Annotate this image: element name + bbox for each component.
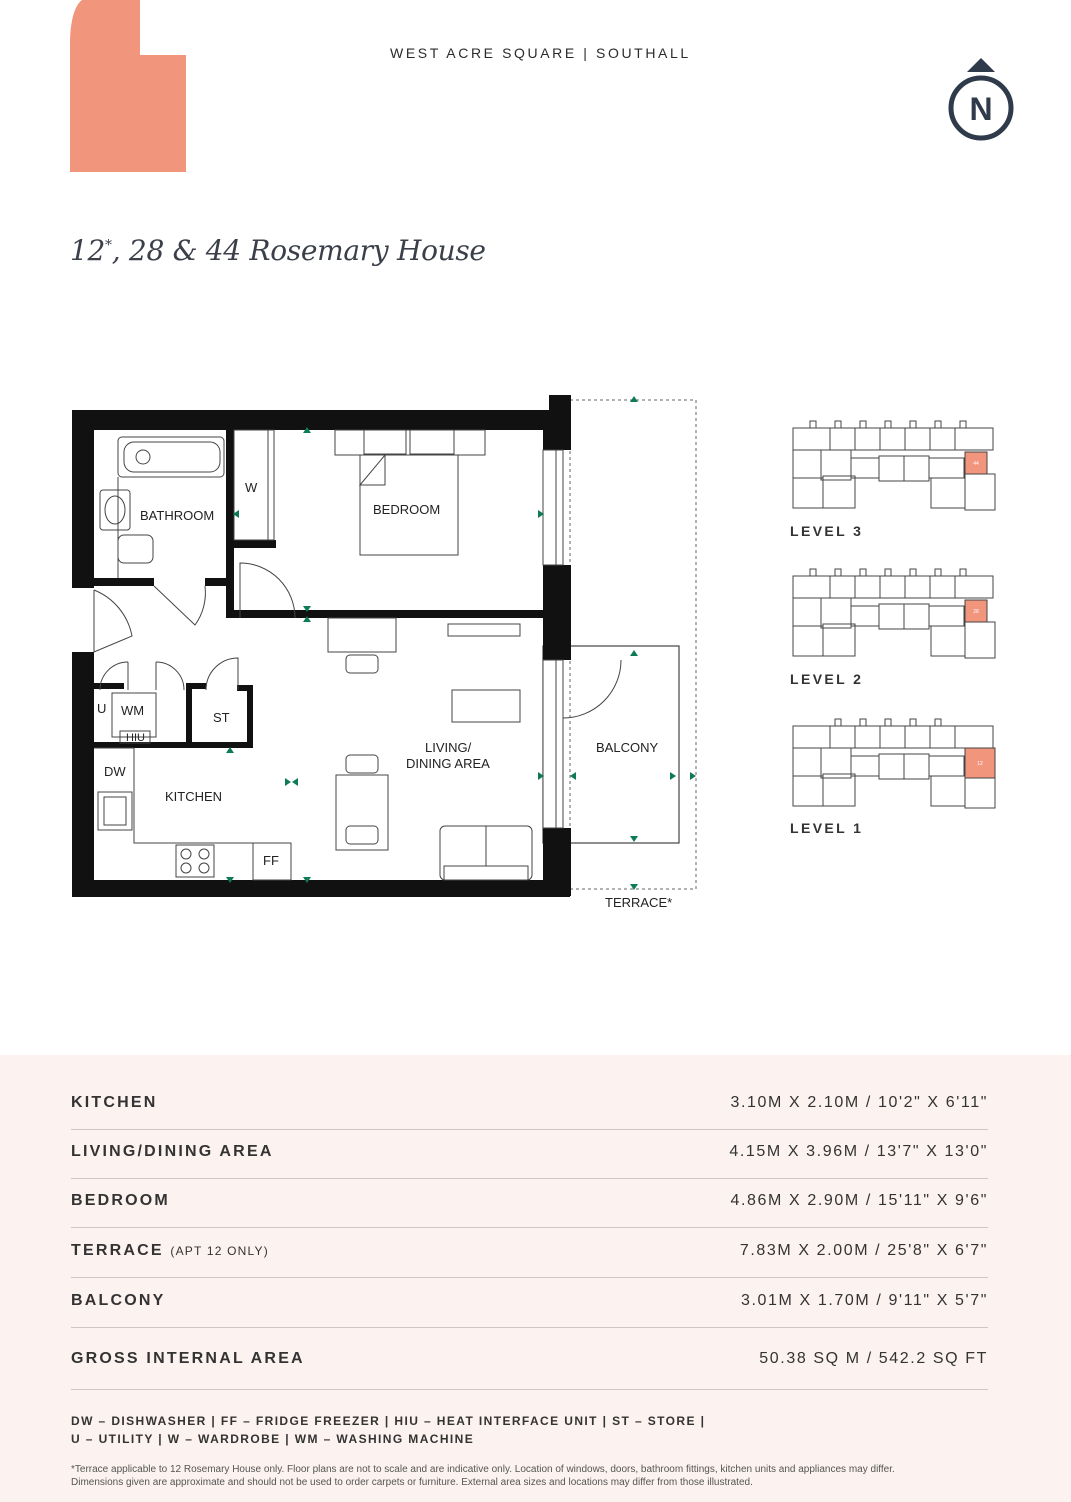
keyplan-unit-12: 12 [977, 761, 983, 767]
disclaimer [71, 1463, 1011, 1489]
apartment-title: 12*, 28 & 44 Rosemary House [70, 234, 486, 267]
dimension-label: LIVING/DINING AREA [71, 1143, 274, 1160]
dimension-row-terrace [71, 1228, 988, 1278]
dimension-value: 4.15M X 3.96M / 13'7" X 13'0" [729, 1143, 988, 1160]
dimension-value: 50.38 SQ M / 542.2 SQ FT [759, 1350, 988, 1367]
keyplan-unit-28: 28 [973, 609, 979, 615]
room-label-utility: U [97, 701, 107, 716]
key-line-1: DW – DISHWASHER | FF – FRIDGE FREEZER | HIU – HEAT INTERFACE UNIT | ST – STORE | [71, 1414, 706, 1428]
floor-plan [60, 385, 720, 925]
room-label-bathroom: BATHROOM [140, 508, 215, 523]
room-label-wm: WM [121, 703, 145, 718]
dimension-label: GROSS INTERNAL AREA [71, 1350, 305, 1367]
dimension-label: BALCONY [71, 1292, 166, 1309]
level-label-2: LEVEL 2 [790, 671, 864, 687]
dimension-label: TERRACE (APT 12 ONLY) [71, 1242, 269, 1259]
level-label-1: LEVEL 1 [790, 820, 864, 836]
room-label-ff: FF [263, 853, 279, 868]
disclaimer-line-2: Dimensions given are approximate and should not be used to order carpets or furniture. External area sizes and locations may differ from those illustrated. [71, 1477, 753, 1488]
room-label-terrace: TERRACE* [605, 895, 673, 910]
room-label-store: ST [213, 710, 230, 725]
room-label-kitchen: KITCHEN [165, 789, 223, 804]
keyplan-level-2 [785, 566, 1000, 662]
dimension-value: 3.01M X 1.70M / 9'11" X 5'7" [741, 1292, 988, 1309]
dimension-row-bedroom [71, 1178, 988, 1228]
dimension-row-living [71, 1129, 988, 1179]
room-label-hiu: HIU [126, 732, 145, 744]
room-label-balcony: BALCONY [596, 740, 659, 755]
level-label-3: LEVEL 3 [790, 523, 864, 539]
key-line-2: U – UTILITY | W – WARDROBE | WM – WASHING MACHINE [71, 1432, 475, 1446]
room-label-living-1: LIVING/ [425, 740, 472, 755]
room-label-living-2: DINING AREA [406, 756, 490, 771]
keyplan-unit-44: 44 [973, 461, 979, 467]
development-title: WEST ACRE SQUARE | SOUTHALL [390, 45, 691, 61]
dimension-value: 4.86M X 2.90M / 15'11" X 9'6" [730, 1192, 988, 1209]
keyplan-level-1 [785, 716, 1000, 812]
room-label-dw: DW [104, 764, 126, 779]
room-label-bedroom: BEDROOM [373, 502, 441, 517]
disclaimer-line-1: *Terrace applicable to 12 Rosemary House only. Floor plans are not to scale and are indicative only. Location of windows, doors, bathroom fittings, kitchen units and appliances may differ. [71, 1464, 895, 1475]
compass-icon [945, 56, 1017, 144]
abbreviation-key [71, 1412, 971, 1448]
keyplan-level-3 [785, 418, 1000, 514]
dimension-value: 3.10M X 2.10M / 10'2" X 6'11" [730, 1094, 988, 1111]
dimension-row-kitchen [71, 1080, 988, 1130]
dimension-value: 7.83M X 2.00M / 25'8" X 6'7" [739, 1242, 988, 1259]
compass-letter: N [969, 91, 993, 127]
dimension-label: KITCHEN [71, 1094, 158, 1111]
dimension-label: BEDROOM [71, 1192, 170, 1209]
dimension-row-gia [71, 1330, 988, 1390]
room-label-wardrobe: W [245, 480, 258, 495]
dimension-note: (APT 12 ONLY) [170, 1244, 269, 1258]
brand-mark [70, 0, 190, 175]
dimension-row-balcony [71, 1278, 988, 1328]
